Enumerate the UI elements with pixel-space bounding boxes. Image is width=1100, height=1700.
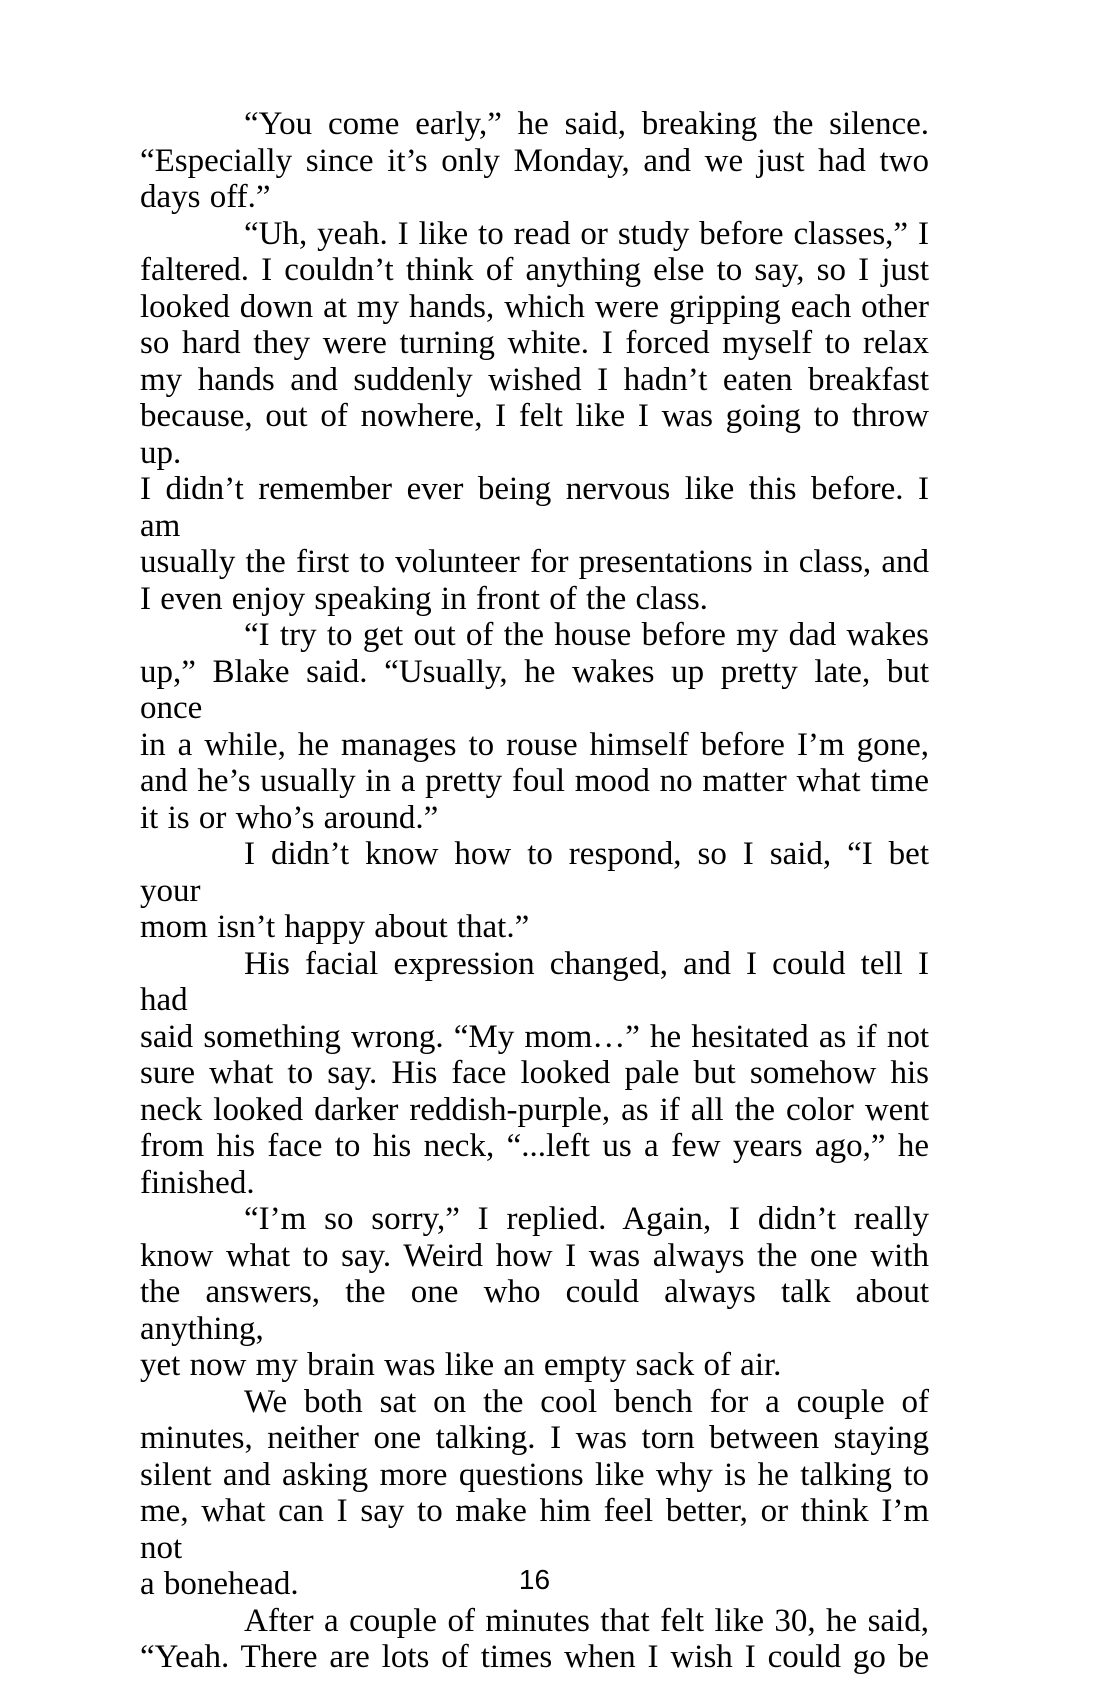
- text-line: a bonehead.: [140, 1566, 299, 1602]
- text-line: know what to say. Weird how I was always the one with: [140, 1237, 929, 1274]
- text-line: I didn’t remember ever being nervous like this before. I am: [140, 471, 929, 544]
- page-text: [140, 106, 929, 1676]
- text-line: from his face to his neck, “...left us a few years ago,” he: [140, 1128, 929, 1164]
- text-line: yet now my brain was like an empty sack of air.: [140, 1347, 782, 1383]
- text-line: said something wrong. “My mom…” he hesitated as if not: [140, 1018, 929, 1055]
- text-line: His facial expression changed, and I could tell I had: [140, 945, 929, 1018]
- text-line: the answers, the one who could always talk about anything,: [140, 1274, 929, 1347]
- text-line: I didn’t know how to respond, so I said, “I bet your: [140, 836, 929, 909]
- text-line: because, out of nowhere, I felt like I was going to throw up.: [140, 398, 929, 471]
- text-line: in a while, he manages to rouse himself before I’m gone,: [140, 726, 929, 763]
- text-line: days off.”: [140, 179, 271, 215]
- text-line: minutes, neither one talking. I was torn between staying: [140, 1420, 929, 1456]
- text-line: and he’s usually in a pretty foul mood no matter what time: [140, 763, 929, 799]
- text-line: “Especially since it’s only Monday, and we just had two: [140, 142, 929, 179]
- text-line: neck looked darker reddish-purple, as if all the color went: [140, 1091, 929, 1128]
- text-line: “I’m so sorry,” I replied. Again, I didn’t really: [244, 1201, 929, 1237]
- text-line: I even enjoy speaking in front of the class.: [140, 580, 708, 617]
- text-line: so hard they were turning white. I forced myself to relax: [140, 325, 929, 361]
- text-line: After a couple of minutes that felt like 30, he said,: [244, 1602, 929, 1639]
- text-line: my hands and suddenly wished I hadn’t eaten breakfast: [140, 361, 929, 398]
- text-line: “Uh, yeah. I like to read or study before classes,” I: [244, 215, 929, 252]
- text-line: up,” Blake said. “Usually, he wakes up pretty late, but once: [140, 653, 929, 726]
- page-number: 16: [518, 1564, 551, 1595]
- text-line: finished.: [140, 1164, 255, 1201]
- text-line: me, what can I say to make him feel better, or think I’m not: [140, 1493, 929, 1566]
- text-line: it is or who’s around.”: [140, 799, 439, 836]
- text-line: “You come early,” he said, breaking the silence.: [244, 106, 929, 142]
- text-line: We both sat on the cool bench for a couple of: [244, 1383, 929, 1420]
- text-line: mom isn’t happy about that.”: [140, 909, 530, 945]
- text-line: looked down at my hands, which were gripping each other: [140, 288, 929, 325]
- text-line: sure what to say. His face looked pale but somehow his: [140, 1055, 929, 1091]
- text-line: usually the first to volunteer for presentations in class, and: [140, 544, 929, 580]
- text-line: “I try to get out of the house before my dad wakes: [244, 617, 929, 653]
- text-line: “Yeah. There are lots of times when I wish I could go be: [140, 1639, 929, 1675]
- text-line: faltered. I couldn’t think of anything else to say, so I just: [140, 252, 929, 288]
- text-line: silent and asking more questions like why is he talking to: [140, 1456, 929, 1493]
